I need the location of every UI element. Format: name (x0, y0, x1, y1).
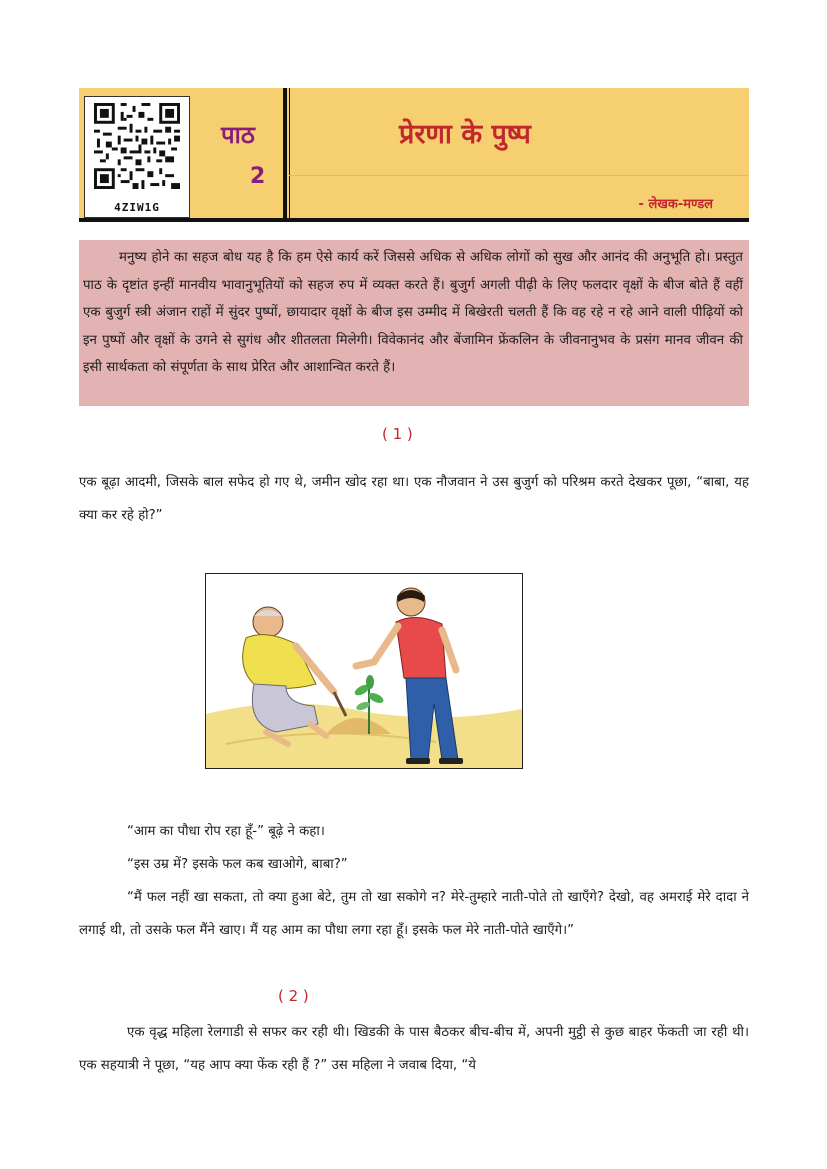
chapter-title: प्रेरणा के पुष्प (399, 119, 531, 150)
qr-code-label: 4ZIW1G (114, 201, 160, 214)
story-illustration (205, 573, 523, 769)
section-marker-2: ( 2 ) (278, 987, 309, 1005)
lesson-number: 2 (250, 164, 266, 189)
chapter-header-banner (79, 88, 749, 222)
qr-code-icon (94, 103, 180, 189)
planting-scene-image (206, 574, 522, 768)
header-bottom-rule (79, 218, 749, 222)
intro-summary: मनुष्य होने का सहज बोध यह है कि हम ऐसे कार्य करें जिससे अधिक से अधिक लोगों को सुख और आनंद की अनुभूति हो। प्रस्तुत पाठ के दृष्टांत इन्हीं मानवीय भावानुभूतियों को सहज रुप में व्यक्त करते हैं। बुजुर्ग अगली पीढ़ी के लिए फलदार वृक्षों के बीज बोते हैं वहीं एक बुजुर्ग स्त्री अंजान राहों में सुंदर पुष्पों, छायादार वृक्षों के बीज इस उम्मीद में बिखेरती चलती हैं कि वह रहे न रहे आने वाली पीढ़ियों को इन पुष्पों और वृक्षों के उगने से सुगंध और शीतलता मिलेगी। विवेकानंद और बेंजामिन फ्रेंकलिन के जीवनानुभव के प्रसंग मानव जीवन की इसी सार्थकता को संपूर्णता के साथ प्रेरित और आशान्वित करते हैं। (79, 240, 749, 406)
dialog-line-1: “आम का पौधा रोप रहा हूँ-” बूढ़े ने कहा। (127, 824, 325, 839)
header-divider (283, 88, 287, 222)
header-rule (289, 175, 749, 176)
story2-paragraph: एक वृद्ध महिला रेलगाडी से सफर कर रही थी। खिडकी के पास बैठकर बीच-बीच में, अपनी मुट्ठी से कुछ बाहर फेंकती जा रही थी। एक सहयात्री ने पूछा, “यह आप क्या फेंक रही हैं ?” उस महिला ने जवाब दिया, “ये (79, 1025, 749, 1073)
author-credit: - लेखक-मण्डल (638, 197, 713, 212)
dialog-line-3: “मैं फल नहीं खा सकता, तो क्या हुआ बेटे, तुम तो खा सकोगे न? मेरे-तुम्हारे नाती-पोते तो खाएँगे? देखो, वह अमराई मेरे दादा ने लगाई थी, तो उसके फल मैंने खाए। मैं यह आम का पौधा लगा रहा हूँ। इसके फल मेरे नाती-पोते खाएँगे।” (79, 890, 749, 938)
story1-paragraph: एक बूढ़ा आदमी, जिसके बाल सफेद हो गए थे, जमीन खोद रहा था। एक नौजवान ने उस बुजुर्ग को परिश्रम करते देखकर पूछा, “बाबा, यह क्या कर रहे हो?” (79, 475, 749, 523)
qr-code-box[interactable] (84, 96, 190, 218)
dialog-line-2: “इस उम्र में? इसके फल कब खाओगे, बाबा?” (127, 857, 348, 872)
lesson-label: पाठ (221, 121, 255, 149)
section-marker-1: ( 1 ) (382, 425, 413, 443)
